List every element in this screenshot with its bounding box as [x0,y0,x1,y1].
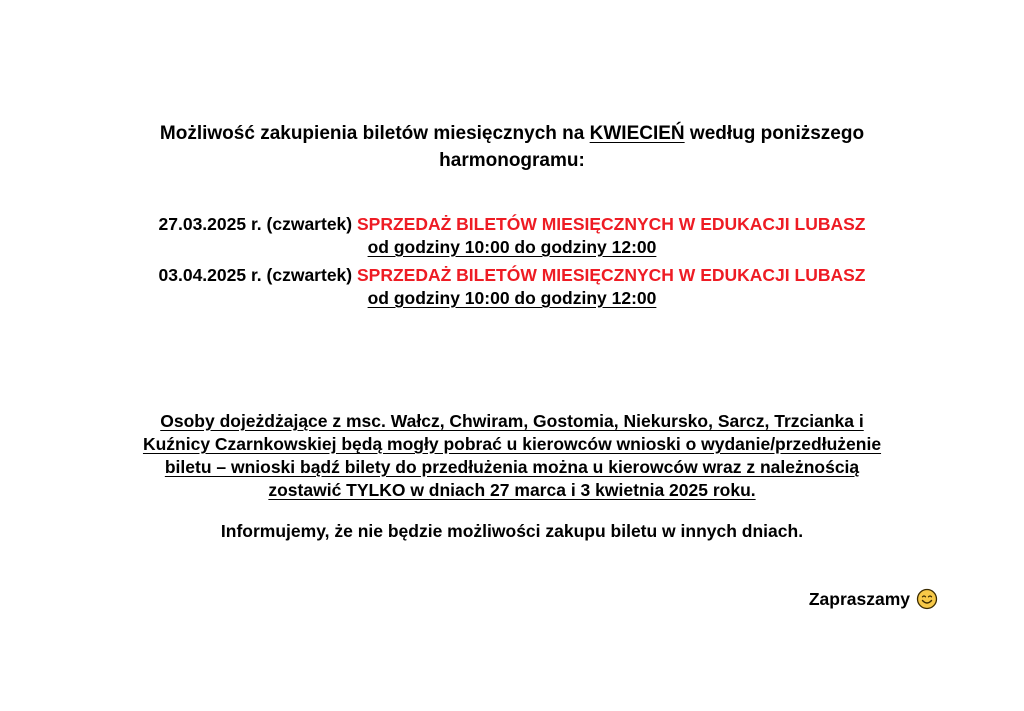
closing-line [809,587,938,611]
info-line: biletu – wnioski bądź bilety do przedłużenia można u kierowców wraz z należnością [164,457,860,477]
schedule-date: 03.04.2025 r. (czwartek) [158,265,353,285]
info-paragraph [60,410,964,502]
schedule-entry [60,264,964,310]
schedule-event: SPRZEDAŻ BILETÓW MIESIĘCZNYCH W EDUKACJI LUBASZ [357,265,866,285]
info-line: Osoby dojeżdżające z msc. Wałcz, Chwiram, Gostomia, Niekursko, Sarcz, Trzcianka i [160,411,864,431]
schedule-hours: od godziny 10:00 do godziny 12:00 [367,288,657,308]
schedule-date: 27.03.2025 r. (czwartek) [158,214,353,234]
schedule-entry-line [60,213,964,236]
heading-line-1 [60,120,964,147]
page-heading [60,120,964,174]
heading-text-pre: Możliwość zakupienia biletów miesięcznych na [159,123,590,144]
notice-text: Informujemy, że nie będzie możliwości zakupu biletu w innych dniach. [220,521,804,541]
closing-text: Zapraszamy [808,589,910,609]
schedule-entry [60,213,964,259]
smiley-icon [916,588,938,610]
schedule-event: SPRZEDAŻ BILETÓW MIESIĘCZNYCH W EDUKACJI LUBASZ [357,214,866,234]
heading-month: KWIECIEŃ [589,123,685,144]
info-line: zostawić TYLKO w dniach 27 marca i 3 kwietnia 2025 roku. [268,480,756,500]
heading-line-2: harmonogramu: [439,150,585,171]
info-line: Kuźnicy Czarnkowskiej będą mogły pobrać u kierowców wnioski o wydanie/przedłużenie [142,434,882,454]
heading-text-post: według poniższego [684,123,865,144]
schedule-entry-line [60,264,964,287]
schedule-hours: od godziny 10:00 do godziny 12:00 [367,237,657,257]
